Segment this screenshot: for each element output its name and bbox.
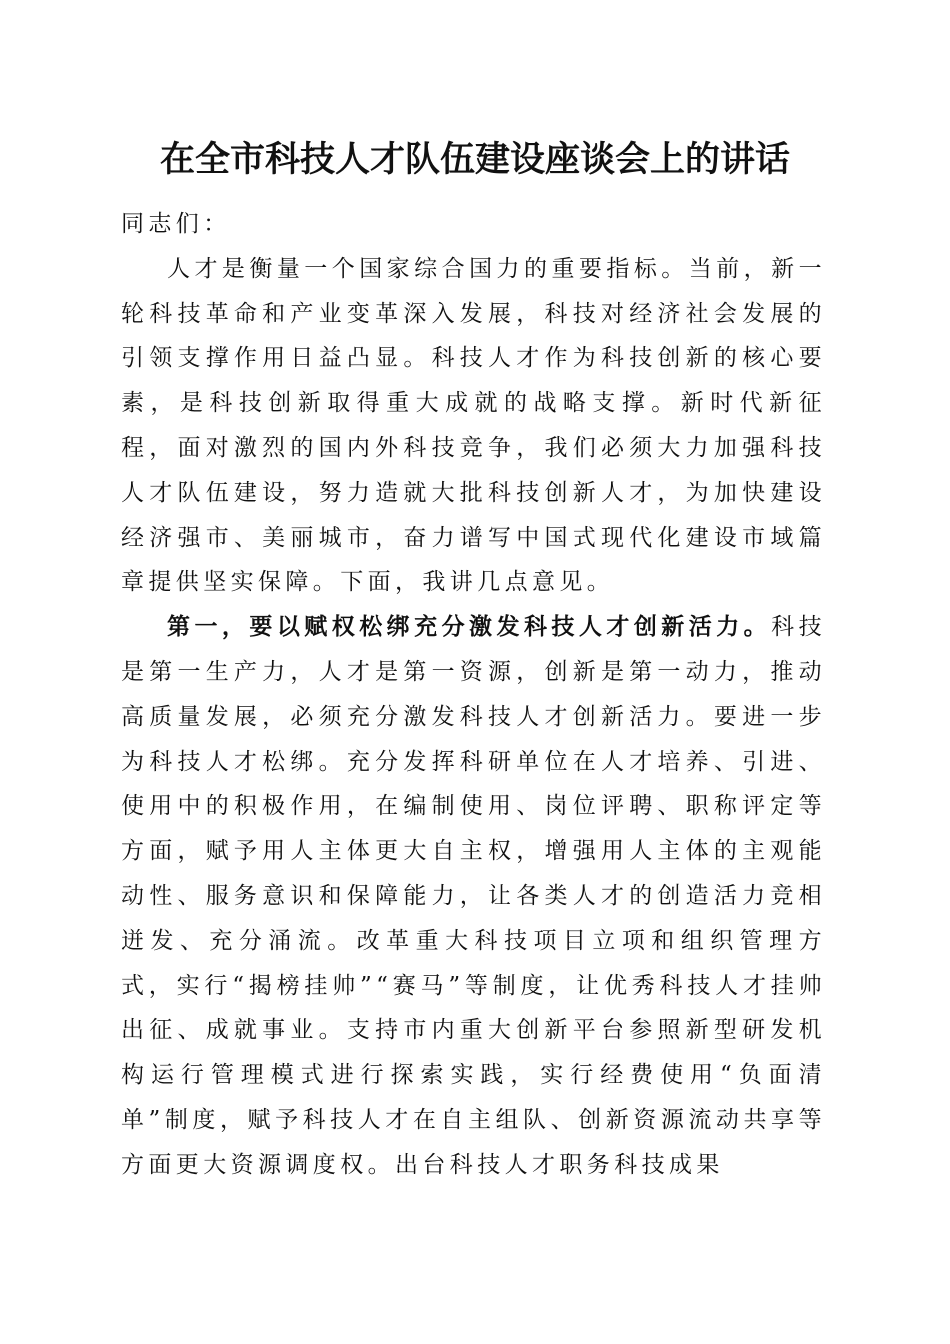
- paragraph-lead: 第一，要以赋权松绑充分激发科技人才创新活力。: [167, 613, 772, 641]
- paragraph-text: 人才是衡量一个国家综合国力的重要指标。当前，新一轮科技革命和产业变革深入发展，科技对经济社会发展的引领支撑作用日益凸显。科技人才作为科技创新的核心要素，是科技创新取得重大成就的战略支撑。新时代新征程，面对激烈的国内外科技竞争，我们必须大力加强科技人才队伍建设，努力造就大批科技创新人才，为加快建设经济强市、美丽城市，奋力谱写中国式现代化建设市域篇章提供坚实保障。下面，我讲几点意见。: [121, 255, 826, 596]
- paragraph-point-one: [121, 605, 826, 1187]
- document-title: 在全市科技人才队伍建设座谈会上的讲话: [159, 139, 790, 180]
- salutation: 同志们：: [121, 211, 231, 237]
- paragraph-text: 科技是第一生产力，人才是第一资源，创新是第一动力，推动高质量发展，必须充分激发科技人才创新活力。要进一步为科技人才松绑。充分发挥科研单位在人才培养、引进、使用中的积极作用，在编制使用、岗位评聘、职称评定等方面，赋予用人主体更大自主权，增强用人主体的主观能动性、服务意识和保障能力，让各类人才的创造活力竞相迸发、充分涌流。改革重大科技项目立项和组织管理方式，实行“揭榜挂帅”“赛马”等制度，让优秀科技人才挂帅出征、成就事业。支持市内重大创新平台参照新型研发机构运行管理模式进行探索实践，实行经费使用“负面清单”制度，赋予科技人才在自主组队、创新资源流动共享等方面更大资源调度权。出台科技人才职务科技成果: [121, 614, 826, 1178]
- document-body: [121, 202, 826, 1188]
- paragraph-intro: [121, 247, 826, 605]
